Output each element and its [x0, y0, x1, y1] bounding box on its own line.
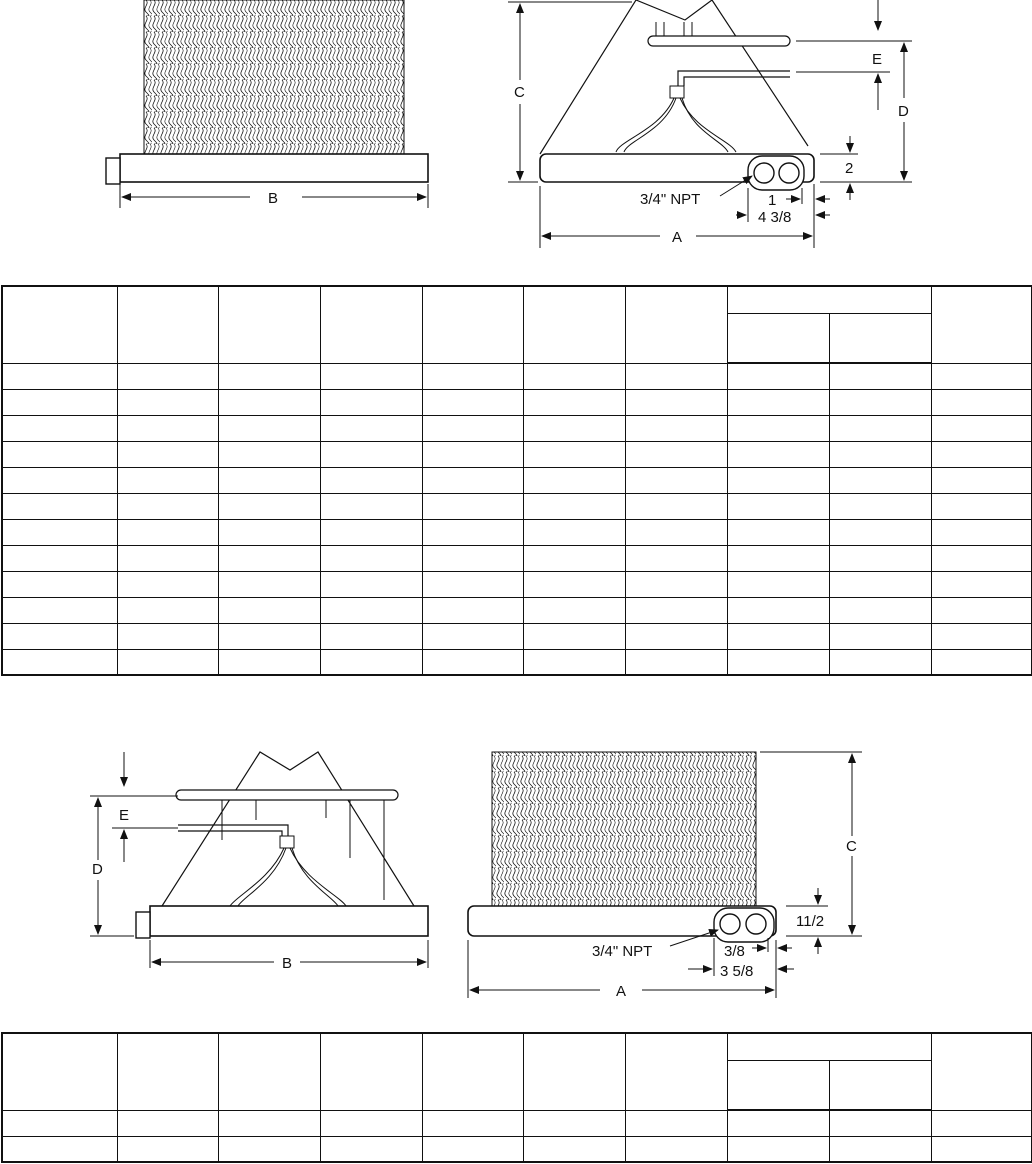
table-cell: [727, 519, 829, 545]
table-cell: [727, 571, 829, 597]
table-cell: [523, 649, 625, 675]
table-cell: [829, 415, 931, 441]
table-cell: [218, 389, 320, 415]
table-row: [2, 597, 1032, 623]
table-cell: [2, 571, 117, 597]
table-cell: [2, 493, 117, 519]
table-cell: [523, 415, 625, 441]
table-cell: [829, 467, 931, 493]
table-cell: [2, 545, 117, 571]
header-sub-cell: [829, 1060, 931, 1110]
header-cell: [117, 1033, 218, 1110]
table-row: [2, 519, 1032, 545]
table-row: [2, 415, 1032, 441]
table-cell: [422, 545, 523, 571]
table-cell: [422, 441, 523, 467]
drain-port-2: [779, 163, 799, 183]
table-cell: [931, 415, 1032, 441]
table-cell: [625, 545, 727, 571]
table-row: [2, 441, 1032, 467]
table-cell: [117, 519, 218, 545]
table-cell: [218, 493, 320, 519]
table-cell: [422, 363, 523, 389]
table-cell: [625, 415, 727, 441]
table-row: [2, 467, 1032, 493]
table-cell: [2, 623, 117, 649]
header-sub-cell: [727, 313, 829, 363]
table-cell: [523, 519, 625, 545]
dim-3-5-8-label: 3 5/8: [720, 963, 754, 980]
bottom-drawing: [0, 740, 1032, 1010]
drain-pan: [150, 906, 428, 936]
table-cell: [523, 441, 625, 467]
header-cell: [320, 286, 422, 363]
header-cell: [931, 286, 1032, 363]
drain-port-1: [754, 163, 774, 183]
npt-label-bottom: 3/4" NPT: [592, 943, 653, 960]
table-cell: [727, 493, 829, 519]
table-cell: [117, 545, 218, 571]
table-cell: [117, 597, 218, 623]
table-cell: [320, 467, 422, 493]
table-cell: [117, 623, 218, 649]
table-cell: [320, 597, 422, 623]
table-cell: [931, 623, 1032, 649]
top-side-view: [106, 0, 428, 208]
table-cell: [117, 1136, 218, 1162]
table-row: [2, 389, 1032, 415]
dim-a-label: A: [672, 229, 683, 246]
table-row: [2, 571, 1032, 597]
table-cell: [320, 545, 422, 571]
header-cell: [422, 286, 523, 363]
dim-d-label: D: [898, 103, 909, 120]
table-cell: [931, 649, 1032, 675]
table-cell: [218, 441, 320, 467]
table-cell: [727, 649, 829, 675]
table-cell: [829, 571, 931, 597]
table-cell: [523, 1136, 625, 1162]
table-cell: [625, 519, 727, 545]
table-cell: [320, 389, 422, 415]
table-cell: [320, 649, 422, 675]
table-cell: [422, 415, 523, 441]
table-cell: [931, 597, 1032, 623]
table-cell: [829, 519, 931, 545]
header-row-1: [2, 286, 1032, 313]
table-cell: [931, 1110, 1032, 1136]
header-sub-cell: [727, 1060, 829, 1110]
header-cell: [931, 1033, 1032, 1110]
table-cell: [931, 571, 1032, 597]
table-cell: [320, 363, 422, 389]
coil-fins: [492, 752, 756, 906]
top-drawing-svg: [0, 0, 1032, 260]
table-cell: [2, 1110, 117, 1136]
dim-d-label: D: [92, 861, 103, 878]
dim-1-label: 1: [768, 192, 777, 209]
table-cell: [218, 1110, 320, 1136]
table-cell: [829, 623, 931, 649]
header-row-1: [2, 1033, 1032, 1060]
bottom-spec-table: [1, 1032, 1032, 1163]
table-cell: [320, 1110, 422, 1136]
table-cell: [523, 1110, 625, 1136]
table-cell: [218, 519, 320, 545]
dim-3-8-label: 3/8: [724, 943, 745, 960]
table-row: [2, 363, 1032, 389]
distributor: [670, 86, 684, 98]
table-cell: [2, 597, 117, 623]
table-cell: [320, 1136, 422, 1162]
top-spec-table: [1, 285, 1032, 676]
header-cell: [625, 1033, 727, 1110]
table-cell: [625, 623, 727, 649]
table-cell: [2, 389, 117, 415]
table-cell: [727, 545, 829, 571]
table-cell: [422, 493, 523, 519]
bottom-table-body: [2, 1110, 1032, 1162]
table-cell: [931, 467, 1032, 493]
header-cell: [117, 286, 218, 363]
table-cell: [931, 545, 1032, 571]
table-row: [2, 649, 1032, 675]
table-cell: [218, 649, 320, 675]
table-cell: [320, 571, 422, 597]
table-cell: [829, 441, 931, 467]
table-cell: [2, 649, 117, 675]
header-cell: [218, 1033, 320, 1110]
table-cell: [625, 571, 727, 597]
table-cell: [2, 363, 117, 389]
table-row: [2, 1110, 1032, 1136]
table-row: [2, 1136, 1032, 1162]
drain-pan: [120, 154, 428, 182]
header-cell: [320, 1033, 422, 1110]
dim-1-1-2-label: 11/2: [796, 913, 825, 930]
table-cell: [117, 441, 218, 467]
table-cell: [218, 597, 320, 623]
table-cell: [727, 623, 829, 649]
bottom-front-view: [90, 752, 428, 972]
table-cell: [422, 571, 523, 597]
table-cell: [422, 1136, 523, 1162]
table-cell: [727, 363, 829, 389]
table-cell: [117, 493, 218, 519]
table-row: [2, 623, 1032, 649]
suction-line: [176, 790, 398, 800]
table-cell: [117, 649, 218, 675]
dim-b-label: B: [282, 955, 293, 972]
table-cell: [422, 649, 523, 675]
table-cell: [931, 363, 1032, 389]
table-cell: [829, 597, 931, 623]
table-cell: [727, 1110, 829, 1136]
table-cell: [320, 441, 422, 467]
header-cell: [422, 1033, 523, 1110]
table-cell: [727, 467, 829, 493]
table-cell: [2, 441, 117, 467]
header-group-cell: [727, 1033, 931, 1060]
table-cell: [931, 1136, 1032, 1162]
table-cell: [829, 545, 931, 571]
table-cell: [2, 415, 117, 441]
table-cell: [523, 597, 625, 623]
table-cell: [523, 467, 625, 493]
table-cell: [829, 389, 931, 415]
drain-port-1: [720, 914, 740, 934]
table-cell: [931, 519, 1032, 545]
header-cell: [2, 1033, 117, 1110]
table-cell: [625, 493, 727, 519]
table-cell: [117, 571, 218, 597]
table-cell: [218, 1136, 320, 1162]
bottom-side-view: [468, 752, 862, 1000]
table-cell: [931, 493, 1032, 519]
table-cell: [422, 467, 523, 493]
dim-e-label: E: [872, 51, 883, 68]
table-cell: [523, 363, 625, 389]
table-cell: [523, 389, 625, 415]
table-cell: [422, 519, 523, 545]
header-sub-cell: [829, 313, 931, 363]
table-cell: [829, 649, 931, 675]
table-cell: [422, 623, 523, 649]
header-cell: [625, 286, 727, 363]
table-cell: [218, 415, 320, 441]
table-cell: [829, 1136, 931, 1162]
table-cell: [320, 623, 422, 649]
table-cell: [625, 441, 727, 467]
table-cell: [829, 1110, 931, 1136]
table-cell: [2, 1136, 117, 1162]
table-cell: [829, 493, 931, 519]
table-cell: [117, 363, 218, 389]
table-cell: [625, 1136, 727, 1162]
table-cell: [218, 363, 320, 389]
bottom-drawing-svg: [0, 740, 1032, 1010]
table-cell: [625, 1110, 727, 1136]
table-cell: [422, 1110, 523, 1136]
table-cell: [523, 493, 625, 519]
top-table-body: [2, 363, 1032, 675]
table-cell: [931, 441, 1032, 467]
table-cell: [727, 1136, 829, 1162]
table-cell: [117, 467, 218, 493]
dim-c-label: C: [514, 84, 525, 101]
drain-fitting: [136, 912, 150, 938]
header-cell: [218, 286, 320, 363]
table-cell: [117, 1110, 218, 1136]
top-drawing: [0, 0, 1032, 260]
table-cell: [2, 467, 117, 493]
table-cell: [625, 389, 727, 415]
npt-label-top: 3/4" NPT: [640, 191, 701, 208]
table-cell: [2, 519, 117, 545]
drain-port-2: [746, 914, 766, 934]
dim-e-label: E: [119, 807, 130, 824]
table-cell: [523, 571, 625, 597]
drain-fitting: [106, 158, 120, 184]
header-group-cell: [727, 286, 931, 313]
dim-a-label: A: [616, 983, 627, 1000]
header-cell: [2, 286, 117, 363]
table-row: [2, 545, 1032, 571]
liquid-line: [678, 71, 790, 86]
table-cell: [422, 389, 523, 415]
table-cell: [117, 389, 218, 415]
table-cell: [829, 363, 931, 389]
suction-line: [648, 36, 790, 46]
header-cell: [523, 1033, 625, 1110]
dim-c-label: C: [846, 838, 857, 855]
table-cell: [320, 493, 422, 519]
table-cell: [625, 363, 727, 389]
dim-b-label: B: [268, 190, 279, 207]
table-cell: [218, 545, 320, 571]
dim-4-3-8-label: 4 3/8: [758, 209, 792, 226]
table-cell: [218, 571, 320, 597]
table-cell: [727, 441, 829, 467]
table-cell: [117, 415, 218, 441]
table-cell: [422, 597, 523, 623]
top-front-view: [508, 0, 912, 248]
table-cell: [625, 467, 727, 493]
coil-fins: [144, 0, 404, 154]
table-cell: [320, 415, 422, 441]
table-cell: [727, 597, 829, 623]
dim-2-label: 2: [845, 160, 854, 177]
header-cell: [523, 286, 625, 363]
table-cell: [625, 597, 727, 623]
table-cell: [727, 389, 829, 415]
table-cell: [625, 649, 727, 675]
table-cell: [727, 415, 829, 441]
table-cell: [320, 519, 422, 545]
table-cell: [523, 623, 625, 649]
table-cell: [931, 389, 1032, 415]
table-cell: [523, 545, 625, 571]
distributor: [280, 836, 294, 848]
table-cell: [218, 467, 320, 493]
table-cell: [218, 623, 320, 649]
table-row: [2, 493, 1032, 519]
